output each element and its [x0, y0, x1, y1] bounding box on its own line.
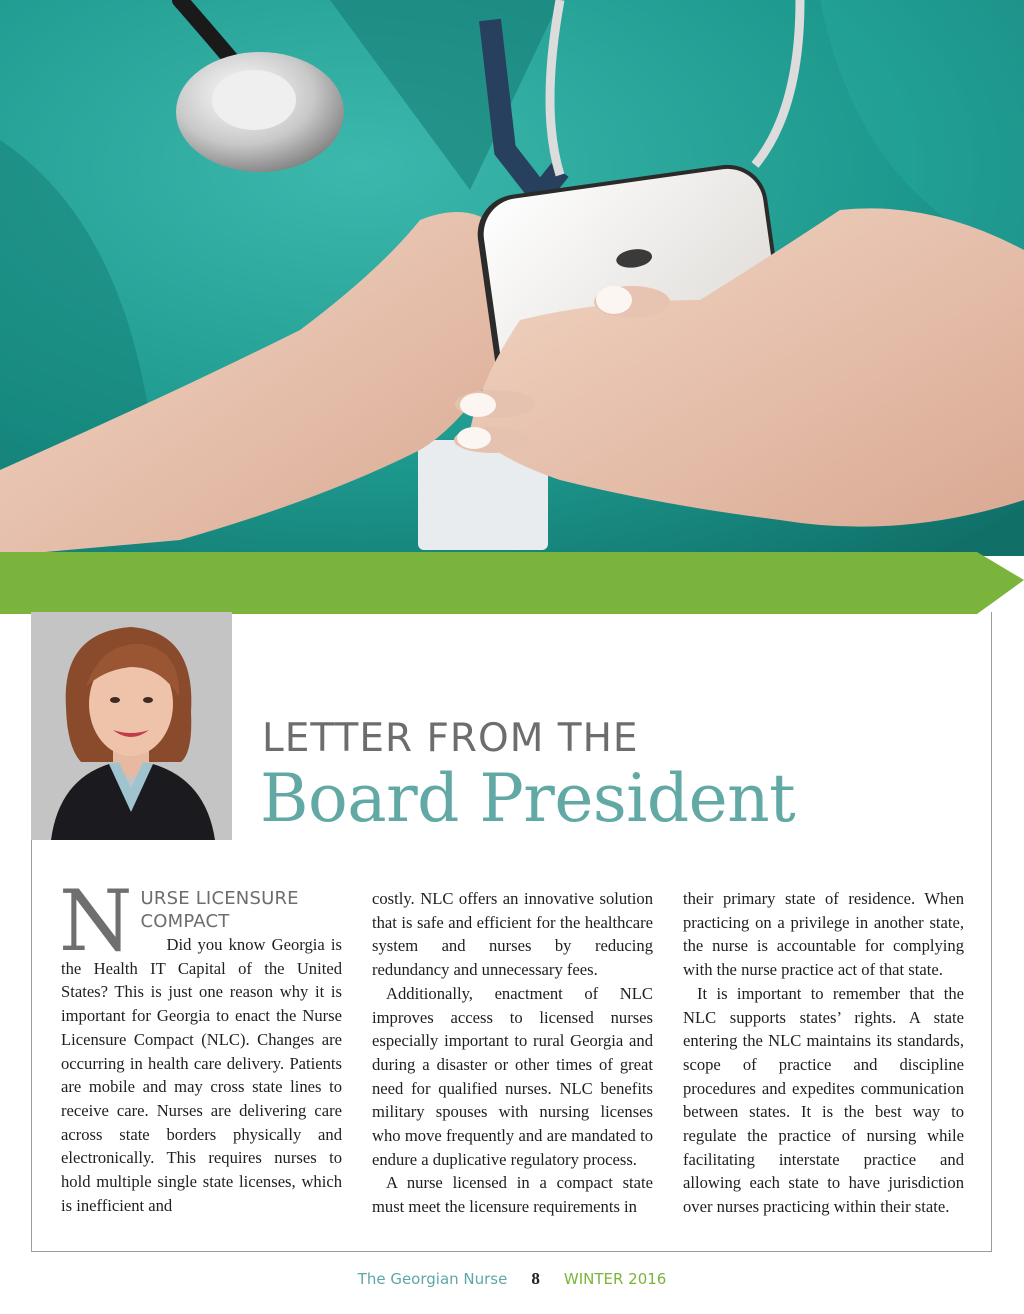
page-footer — [0, 1269, 1024, 1289]
paragraph-compact-state: A nurse licensed in a compact state must meet the licensure requirements in — [372, 1173, 653, 1217]
hero-photo — [0, 0, 1024, 556]
paragraph-costly: costly. NLC offers an innovative solution that is safe and efficient for the healthcare system and nurses by reducing redundancy and unnecessary fees. — [372, 889, 653, 980]
paragraph-states-rights: It is important to remember that the NLC supports states’ rights. A state entering the NLC maintains its standards, scope of practice and discipline procedures and expedites communication between states. It is the best way to regulate the practice of nursing while facilitating interstate practice and allowing each state to have jurisdiction over nurses practicing within their state. — [683, 983, 964, 1217]
green-arrow-band — [0, 552, 1024, 614]
subhead-line-2: COMPACT — [140, 911, 230, 932]
footer-publication: The Georgian Nurse — [357, 1270, 508, 1288]
article-column-1 — [59, 872, 342, 1217]
paragraph-intro-text: Did you know Georgia is the Health IT Capital of the United States? This is just one reason why it is important for Georgia to enact the Nurse Licensure Compact (NLC). Changes are occurring in health care delivery. Patients are mobile and may cross state lines to receive care. Nurses are delivering care across state borders physically and electronically. This requires nurses to hold multiple single state licenses, which is inefficient and — [61, 935, 342, 1215]
article-column-2 — [372, 887, 653, 1219]
paragraph-residence: their primary state of residence. When practicing on a privilege in another state, the nurse is accountable for complying with the nurse practice act of that state. — [683, 889, 964, 980]
drop-cap: N — [59, 872, 133, 970]
footer-issue: WINTER 2016 — [563, 1270, 667, 1288]
article-column-3 — [683, 887, 964, 1219]
heading-letter-from-the: LETTER FROM THE — [262, 716, 639, 761]
nurse-holding-smartphone-photo — [0, 0, 1024, 556]
paragraph-intro — [61, 933, 342, 1217]
subhead-line-1: URSE LICENSURE — [140, 888, 299, 909]
portrait-photo — [31, 612, 232, 840]
board-president-portrait-photo — [31, 612, 232, 840]
footer-page-number: 8 — [531, 1269, 540, 1288]
paragraph-additionally: Additionally, enactment of NLC improves access to licensed nurses especially important to rural Georgia and during a disaster or other times of great need for qualified nurses. NLC benefits military spouses with nursing licenses who move frequently and are mandated to endure a duplicative regulatory process. — [372, 983, 653, 1169]
heading-board-president: Board President — [260, 760, 796, 837]
